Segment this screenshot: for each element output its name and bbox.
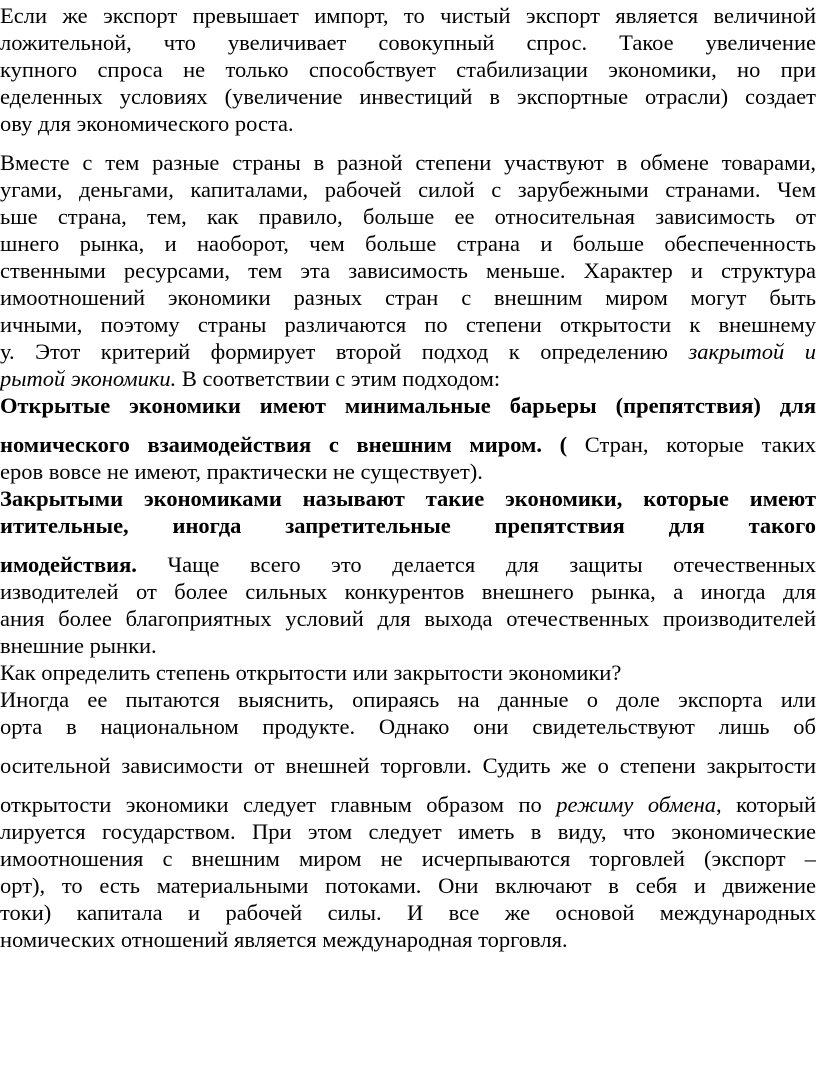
text-line: купного спроса не только способствует стабилизации экономики, но при bbox=[0, 57, 816, 82]
text-fragment: у. Этот критерий формирует второй подход к определению bbox=[0, 339, 668, 364]
text-line: ания более благоприятных условий для выхода отечественных производителей bbox=[0, 606, 816, 631]
text-line: ьше страна, тем, как правило, больше ее относительная зависимость от bbox=[0, 204, 816, 229]
text-line: ложительной, что увеличивает совокупный спрос. Такое увеличение bbox=[0, 30, 816, 55]
text-line bbox=[0, 365, 816, 393]
text-fragment: Стран, которые таких bbox=[584, 432, 816, 457]
text-line bbox=[0, 485, 816, 513]
italic-term: закрытой и bbox=[688, 339, 816, 364]
bold-definition: Открытые экономики имеют минимальные барьеры (препятствия) для bbox=[0, 393, 816, 418]
text-line: угами, деньгами, капиталами, рабочей силой с зарубежными странами. Чем bbox=[0, 177, 816, 202]
text-line: Если же экспорт превышает импорт, то чистый экспорт является величиной bbox=[0, 3, 816, 28]
text-line: орта в национальном продукте. Однако они свидетельствуют лишь об bbox=[0, 714, 816, 739]
text-line: токи) капитала и рабочей силы. И все же основой международных bbox=[0, 900, 816, 925]
text-fragment: В соответствии с этим подходом: bbox=[176, 366, 501, 391]
text-fragment: Чаще всего это делается для защиты отечественных bbox=[167, 552, 816, 577]
text-line: Иногда ее пытаются выяснить, опираясь на данные о доле экспорта или bbox=[0, 687, 816, 712]
text-line: шнего рынка, и наоборот, чем больше страна и больше обеспеченность bbox=[0, 231, 816, 256]
text-line: орт), то есть материальными потоками. Они включают в себя и движение bbox=[0, 873, 816, 898]
text-line bbox=[0, 392, 816, 420]
text-line: номических отношений является международная торговля. bbox=[0, 927, 568, 952]
text-line bbox=[0, 431, 816, 459]
text-line: изводителей от более сильных конкурентов внешнего рынка, а иногда для bbox=[0, 579, 816, 604]
text-line: лируется государством. При этом следует иметь в виду, что экономические bbox=[0, 819, 816, 844]
bold-definition: имодействия. bbox=[0, 552, 137, 577]
text-line: осительной зависимости от внешней торговли. Судить же о степени закрытости bbox=[0, 753, 816, 778]
text-line bbox=[0, 791, 816, 819]
text-line bbox=[0, 338, 816, 366]
text-line: еров вовсе не имеют, практически не существует). bbox=[0, 459, 483, 484]
question-line: Как определить степень открытости или закрытости экономики? bbox=[0, 660, 622, 685]
bold-definition: итительные, иногда запретительные препятствия для такого bbox=[0, 513, 816, 538]
text-line: внешние рынки. bbox=[0, 633, 157, 658]
text-line bbox=[0, 512, 816, 540]
text-fragment: , который bbox=[716, 792, 816, 817]
text-line: ичными, поэтому страны различаются по степени открытости к внешнему bbox=[0, 312, 816, 337]
text-line: еделенных условиях (увеличение инвестиций в экспортные отрасли) создает bbox=[0, 84, 816, 109]
text-line: имоотношений экономики разных стран с внешним миром могут быть bbox=[0, 285, 816, 310]
bold-definition: номического взаимодействия с внешним миром. ( bbox=[0, 432, 568, 457]
italic-term: рытой экономики. bbox=[0, 366, 177, 391]
text-line: ственными ресурсами, тем эта зависимость меньше. Характер и структура bbox=[0, 258, 816, 283]
text-fragment: открытости экономики следует главным образом по bbox=[0, 792, 542, 817]
text-line bbox=[0, 551, 816, 579]
bold-definition: Закрытыми экономиками называют такие экономики, которые имеют bbox=[0, 486, 816, 511]
text-line: ову для экономического роста. bbox=[0, 111, 294, 136]
text-line: имоотношения с внешним миром не исчерпываются торговлей (экспорт – bbox=[0, 846, 816, 871]
text-line: Вместе с тем разные страны в разной степени участвуют в обмене товарами, bbox=[0, 150, 816, 175]
italic-term: режиму обмена bbox=[556, 792, 717, 817]
